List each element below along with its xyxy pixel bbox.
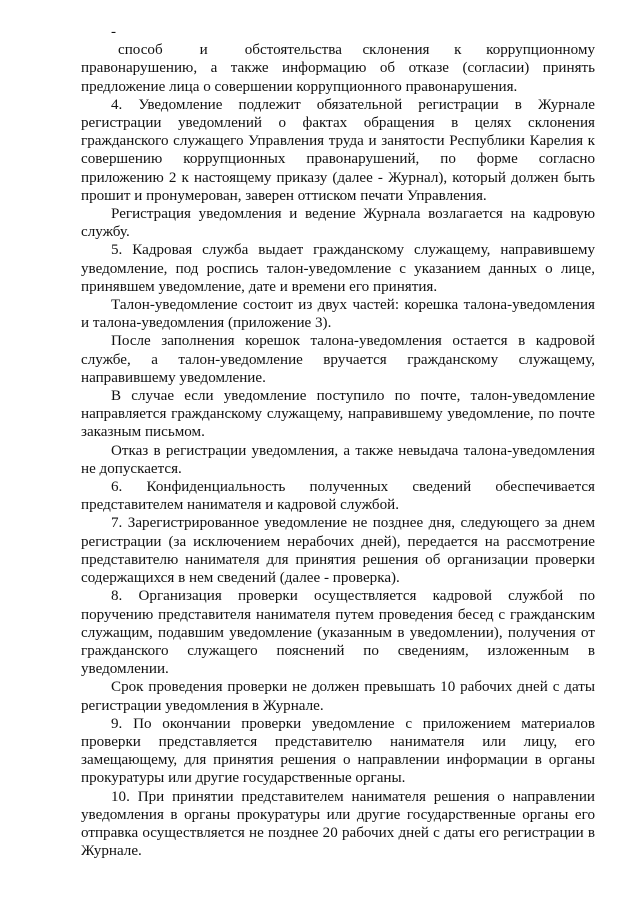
paragraph-after-filling: После заполнения корешок талона-уведомления остается в кадровой службе, а талон-уведомление вручается гражданскому служащему, направившему уведомление. (81, 333, 595, 386)
paragraph-item-4: 4. Уведомление подлежит обязательной регистрации в Журнале регистрации уведомлений о фактах обращения в целях склонения гражданского служащего Управления труда и занятости Республики Карелия к совершению коррупционных правонарушений, по форме согласно приложению 2 к настоящему приказу (далее - Журнал), который должен быть прошит и пронумерован, заверен оттиском печати Управления. (81, 96, 595, 204)
paragraph-item-8: 8. Организация проверки осуществляется кадровой службой по поручению представителя нанимателя путем проведения бесед с гражданским служащим, подавшим уведомление (указанным в уведомлении), получения от гражданского служащего пояснений по сведениям, изложенным в уведомлении. (81, 588, 595, 678)
paragraph-by-mail: В случае если уведомление поступило по почте, талон-уведомление направляется гражданскому служащему, направившему уведомление, по почте заказным письмом. (81, 388, 595, 441)
paragraph-item-7: 7. Зарегистрированное уведомление не позднее дня, следующего за днем регистрации (за исключением нерабочих дней), передается на рассмотрение представителю нанимателя для принятия решения об организации проверки содержащихся в нем сведений (далее - проверка). (81, 515, 595, 587)
paragraph-refusal: Отказ в регистрации уведомления, а также невыдача талона-уведомления не допускается. (81, 442, 595, 477)
paragraph-item-9: 9. По окончании проверки уведомление с приложением материалов проверки представляется представителю нанимателя или лицу, его замещающему, для принятия решения о направлении информации в органы прокуратуры или другие государственные органы. (81, 715, 595, 787)
paragraph-talon-parts: Талон-уведомление состоит из двух частей: корешка талона-уведомления и талона-уведомления (приложение 3). (81, 297, 595, 332)
paragraph-registration-duty: Регистрация уведомления и ведение Журнала возлагается на кадровую службу. (81, 206, 595, 241)
paragraph-item-6: 6. Конфиденциальность полученных сведений обеспечивается представителем нанимателя и кадровой службой. (81, 479, 595, 514)
paragraph-item-10: 10. При принятии представителем нанимателя решения о направлении уведомления в органы прокуратуры или другие государственные органы его отправка осуществляется не позднее 20 рабочих дней с даты его регистрации в Журнале. (81, 788, 595, 860)
document-page (81, 23, 595, 860)
paragraph-item-5: 5. Кадровая служба выдает гражданскому служащему, направившему уведомление, под роспись талон-уведомление с указанием данных о лице, принявшем уведомление, дате и времени его принятия. (81, 242, 595, 295)
paragraph-check-period: Срок проведения проверки не должен превышать 10 рабочих дней с даты регистрации уведомления в Журнале. (81, 679, 595, 714)
paragraph-dash-item: - способ и обстоятельства склонения к коррупционному правонарушению, а также информацию об отказе (согласии) принять предложение лица о совершении коррупционного правонарушения. (81, 24, 595, 95)
